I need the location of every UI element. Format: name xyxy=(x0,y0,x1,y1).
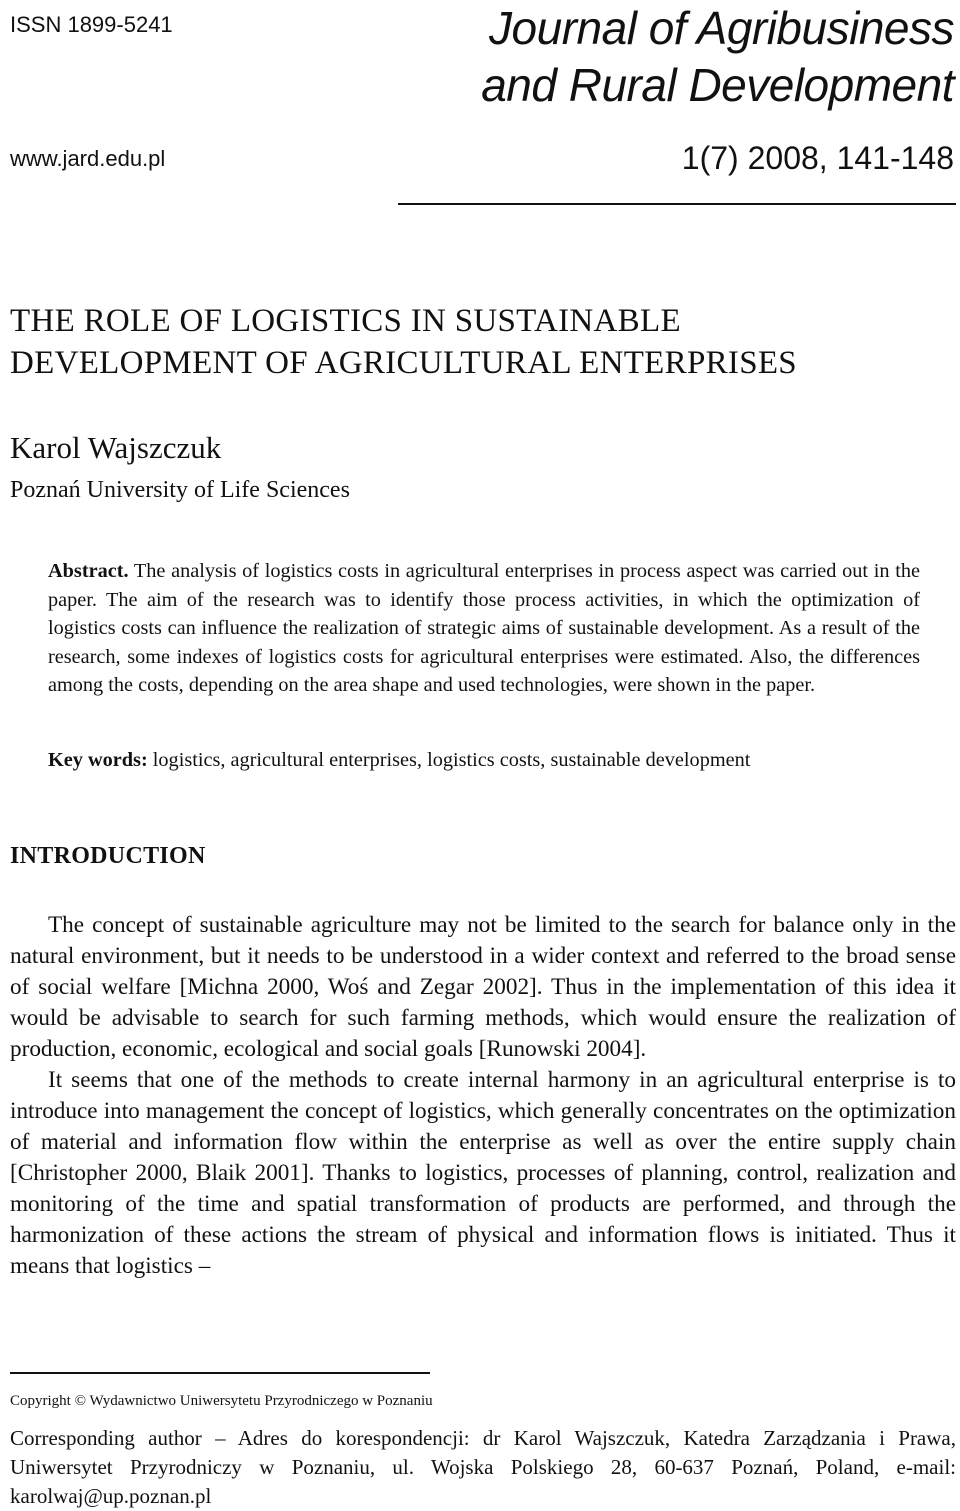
journal-website: www.jard.edu.pl xyxy=(10,146,166,171)
copyright-notice: Copyright © Wydawnictwo Uniwersytetu Przyrodniczego w Poznaniu xyxy=(10,1393,433,1409)
section-heading-introduction: INTRODUCTION xyxy=(10,843,206,869)
paper-title-line2: DEVELOPMENT OF AGRICULTURAL ENTERPRISES xyxy=(10,345,797,381)
issn: ISSN 1899-5241 xyxy=(10,12,173,37)
author-affiliation: Poznań University of Life Sciences xyxy=(10,477,350,503)
journal-title xyxy=(481,0,954,114)
intro-paragraph-2: It seems that one of the methods to create internal harmony in an agricultural enterprise is to introduce into management the concept of logistics, which generally concentrates on the optimization of material and information flow within the enterprise as well as over the entire supply chain [Christopher 2000, Blaik 2001]. Thanks to logistics, processes of planning, control, realization and monitoring of the time and spatial transformation of products are performed, and through the harmonization of these actions the stream of physical and information flows is initiated. Thus it means that logistics – xyxy=(10,1067,956,1279)
footnote-divider xyxy=(10,1372,430,1374)
header-divider xyxy=(398,203,956,205)
author-name: Karol Wajszczuk xyxy=(10,430,222,465)
abstract xyxy=(48,557,920,700)
introduction-body xyxy=(10,910,956,1282)
journal-title-line1: Journal of Agribusiness xyxy=(489,2,954,54)
abstract-text: The analysis of logistics costs in agricultural enterprises in process aspect was carried out in the paper. The aim of the research was to identify those process activities, in which the optimization of logistics costs can influence the realization of strategic aims of sustainable development. As a result of the research, some indexes of logistics costs for agricultural enterprises were estimated. Also, the differences among the costs, depending on the area shape and used technologies, were shown in the paper. xyxy=(48,560,920,696)
intro-paragraph-1: The concept of sustainable agriculture may not be limited to the search for balance only in the natural environment, but it needs to be understood in a wider context and referred to the broad sense of social welfare [Michna 2000, Woś and Zegar 2002]. Thus in the implementation of this idea it would be advisable to search for such farming methods, which would ensure the realization of production, economic, ecological and social goals [Runowski 2004]. xyxy=(10,912,956,1062)
keywords-text: logistics, agricultural enterprises, logistics costs, sustainable development xyxy=(152,749,751,771)
keywords-label: Key words: xyxy=(48,749,148,771)
issue-info: 1(7) 2008, 141-148 xyxy=(681,140,954,176)
paper-title xyxy=(10,300,797,384)
corresponding-author: Corresponding author – Adres do korespondencji: dr Karol Wajszczuk, Katedra Zarządzania i Prawa, Uniwersytet Przyrodniczy w Poznaniu, ul. Wojska Polskiego 28, 60-637 Poznań, Poland, e-mail: karolwaj@up.poznan.pl xyxy=(10,1426,956,1508)
keywords xyxy=(48,745,948,775)
journal-title-line2: and Rural Development xyxy=(481,59,954,111)
abstract-label: Abstract. xyxy=(48,560,129,582)
paper-title-line1: THE ROLE OF LOGISTICS IN SUSTAINABLE xyxy=(10,303,681,339)
